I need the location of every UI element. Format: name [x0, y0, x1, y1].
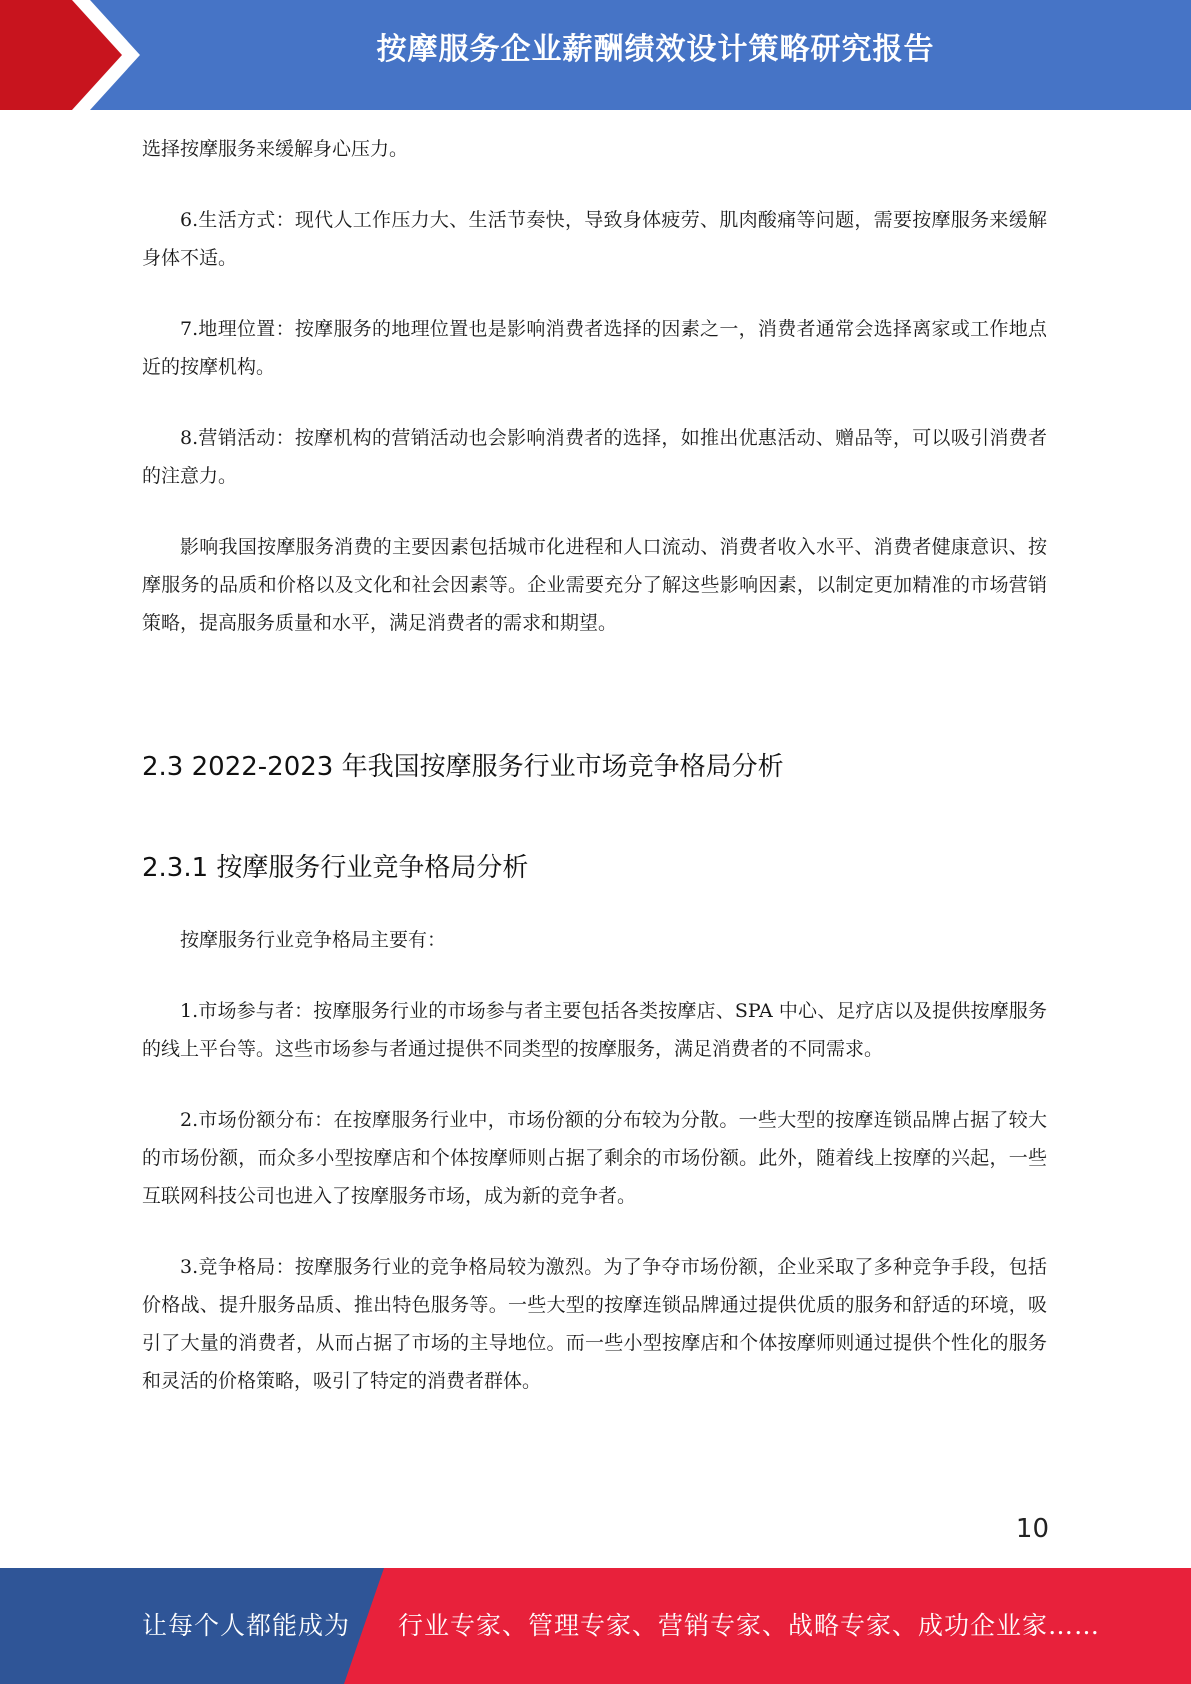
paragraph-lifestyle: 6.生活方式：现代人工作压力大、生活节奏快，导致身体疲劳、肌肉酸痛等问题，需要按摩服务来缓解身体不适。	[142, 209, 1047, 269]
paragraph-location: 7.地理位置：按摩服务的地理位置也是影响消费者选择的因素之一，消费者通常会选择离家或工作地点近的按摩机构。	[142, 318, 1047, 378]
report-title: 按摩服务企业薪酬绩效设计策略研究报告	[376, 32, 935, 67]
header-arrow-decoration	[0, 0, 160, 110]
footer-slogan-left: 让每个人都能成为	[142, 1611, 351, 1640]
section-heading-2-3: 2.3 2022-2023 年我国按摩服务行业市场竞争格局分析	[142, 752, 784, 782]
page-number: 10	[1015, 1514, 1049, 1544]
paragraph-market-share: 2.市场份额分布：在按摩服务行业中，市场份额的分布较为分散。一些大型的按摩连锁品牌占据了较大的市场份额，而众多小型按摩店和个体按摩师则占据了剩余的市场份额。此外，随着线上按摩的兴起，一些互联网科技公司也进入了按摩服务市场，成为新的竞争者。	[142, 1109, 1047, 1207]
paragraph-market-participants: 1.市场参与者：按摩服务行业的市场参与者主要包括各类按摩店、SPA 中心、足疗店以及提供按摩服务的线上平台等。这些市场参与者通过提供不同类型的按摩服务，满足消费者的不同需求。	[142, 1000, 1047, 1060]
page-header	[0, 0, 1191, 110]
footer-slogan-right: 行业专家、管理专家、营销专家、战略专家、成功企业家……	[398, 1611, 1101, 1640]
page-content	[142, 130, 1047, 1400]
section-heading-2-3-1: 2.3.1 按摩服务行业竞争格局分析	[142, 853, 529, 883]
paragraph-intro: 按摩服务行业竞争格局主要有：	[180, 929, 447, 951]
paragraph-summary: 影响我国按摩服务消费的主要因素包括城市化进程和人口流动、消费者收入水平、消费者健康意识、按摩服务的品质和价格以及文化和社会因素等。企业需要充分了解这些影响因素，以制定更加精准的市场营销策略，提高服务质量和水平，满足消费者的需求和期望。	[142, 536, 1047, 634]
paragraph-competition: 3.竞争格局：按摩服务行业的竞争格局较为激烈。为了争夺市场份额，企业采取了多种竞争手段，包括价格战、提升服务品质、推出特色服务等。一些大型的按摩连锁品牌通过提供优质的服务和舒适的环境，吸引了大量的消费者，从而占据了市场的主导地位。而一些小型按摩店和个体按摩师则通过提供个性化的服务和灵活的价格策略，吸引了特定的消费者群体。	[142, 1256, 1047, 1392]
paragraph-marketing: 8.营销活动：按摩机构的营销活动也会影响消费者的选择，如推出优惠活动、赠品等，可以吸引消费者的注意力。	[142, 427, 1047, 487]
page-footer	[0, 1568, 1191, 1684]
paragraph-continuation: 选择按摩服务来缓解身心压力。	[142, 138, 409, 160]
